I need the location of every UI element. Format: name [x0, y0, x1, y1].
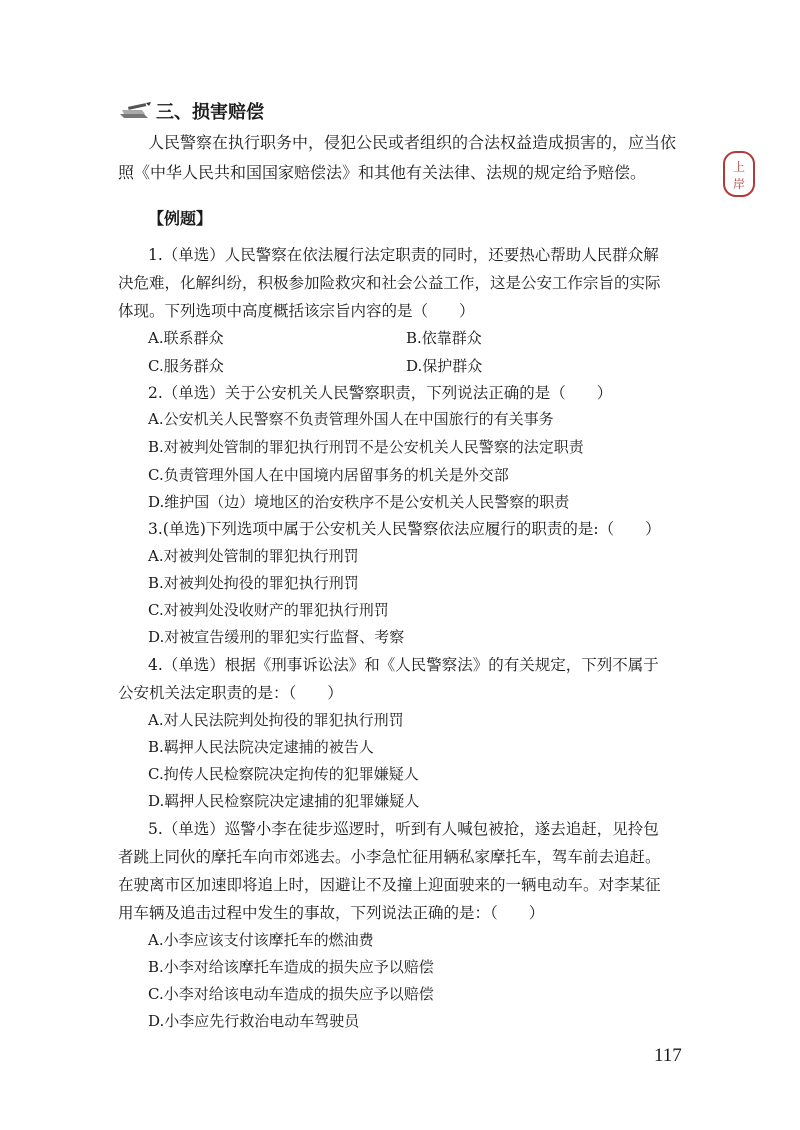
seal-stamp: [722, 150, 756, 198]
q4-option-a: A.对人民法院判处拘役的罪犯执行刑罚: [148, 711, 404, 729]
q2-option-c: C.负责管理外国人在中国境内居留事务的机关是外交部: [148, 466, 509, 484]
svg-text:岸: 岸: [732, 177, 746, 191]
q1-option-a: A.联系群众: [148, 329, 224, 347]
q1-option-c: C.服务群众: [148, 357, 224, 375]
svg-text:上: 上: [732, 160, 746, 174]
intro-line-2: 照《中华人民共和国国家赔偿法》和其他有关法律、法规的规定给予赔偿。: [118, 163, 647, 182]
q4-line-1: 4.（单选）根据《刑事诉讼法》和《人民警察法》的有关规定，下列不属于: [148, 656, 659, 674]
q5-line-4: 用车辆及追击过程中发生的事故，下列说法正确的是：（ ）: [118, 904, 545, 922]
q3-option-a: A.对被判处管制的罪犯执行刑罚: [148, 547, 359, 565]
q3-option-b: B.对被判处拘役的罪犯执行刑罚: [148, 574, 359, 592]
q3-option-d: D.对被宣告缓刑的罪犯实行监督、考察: [148, 628, 405, 646]
q4-option-c: C.拘传人民检察院决定拘传的犯罪嫌疑人: [148, 765, 419, 783]
q2-option-a: A.公安机关人民警察不负责管理外国人在中国旅行的有关事务: [148, 410, 554, 428]
q5-option-b: B.小李对给该摩托车造成的损失应予以赔偿: [148, 958, 434, 976]
pen-book-icon: [118, 102, 154, 120]
q1-line-2: 决危难，化解纠纷，积极参加险救灾和社会公益工作，这是公安工作宗旨的实际: [118, 274, 661, 292]
q2-option-b: B.对被判处管制的罪犯执行刑罚不是公安机关人民警察的法定职责: [148, 438, 584, 456]
q3-option-c: C.对被判处没收财产的罪犯执行刑罚: [148, 601, 389, 619]
q4-line-2: 公安机关法定职责的是：（ ）: [118, 684, 343, 702]
section-heading: [118, 98, 264, 124]
q5-option-d: D.小李应先行救治电动车驾驶员: [148, 1012, 360, 1030]
q1-option-b: B.依靠群众: [406, 329, 482, 347]
q5-line-2: 者跳上同伙的摩托车向市郊逃去。小李急忙征用辆私家摩托车，驾车前去追赶。: [118, 848, 661, 866]
page-number: 117: [654, 1045, 682, 1066]
q1-option-d: D.保护群众: [406, 357, 483, 375]
section-title: 三、损害赔偿: [156, 102, 264, 123]
q5-option-c: C.小李对给该电动车造成的损失应予以赔偿: [148, 985, 434, 1003]
q2-stem: 2.（单选）关于公安机关人民警察职责，下列说法正确的是（ ）: [148, 384, 613, 402]
q5-line-1: 5.（单选）巡警小李在徒步巡逻时，听到有人喊包被抢，遂去追赶，见拎包: [148, 820, 659, 838]
q4-option-b: B.羁押人民法院决定逮捕的被告人: [148, 738, 374, 756]
q1-line-3: 体现。下列选项中高度概括该宗旨内容的是（ ）: [118, 302, 475, 320]
q3-stem: 3.(单选)下列选项中属于公安机关人民警察依法应履行的职责的是:（ ）: [148, 520, 661, 538]
q4-option-d: D.羁押人民检察院决定逮捕的犯罪嫌疑人: [148, 792, 420, 810]
q1-line-1: 1.（单选）人民警察在依法履行法定职责的同时，还要热心帮助人民群众解: [148, 246, 659, 264]
q2-option-d: D.维护国（边）境地区的治安秩序不是公安机关人民警察的职责: [148, 493, 570, 511]
example-label: 【例题】: [148, 209, 213, 228]
q5-option-a: A.小李应该支付该摩托车的燃油费: [148, 931, 374, 949]
q5-line-3: 在驶离市区加速即将追上时，因避让不及撞上迎面驶来的一辆电动车。对李某征: [118, 876, 661, 894]
intro-line-1: 人民警察在执行职务中，侵犯公民或者组织的合法权益造成损害的，应当依: [148, 133, 677, 152]
